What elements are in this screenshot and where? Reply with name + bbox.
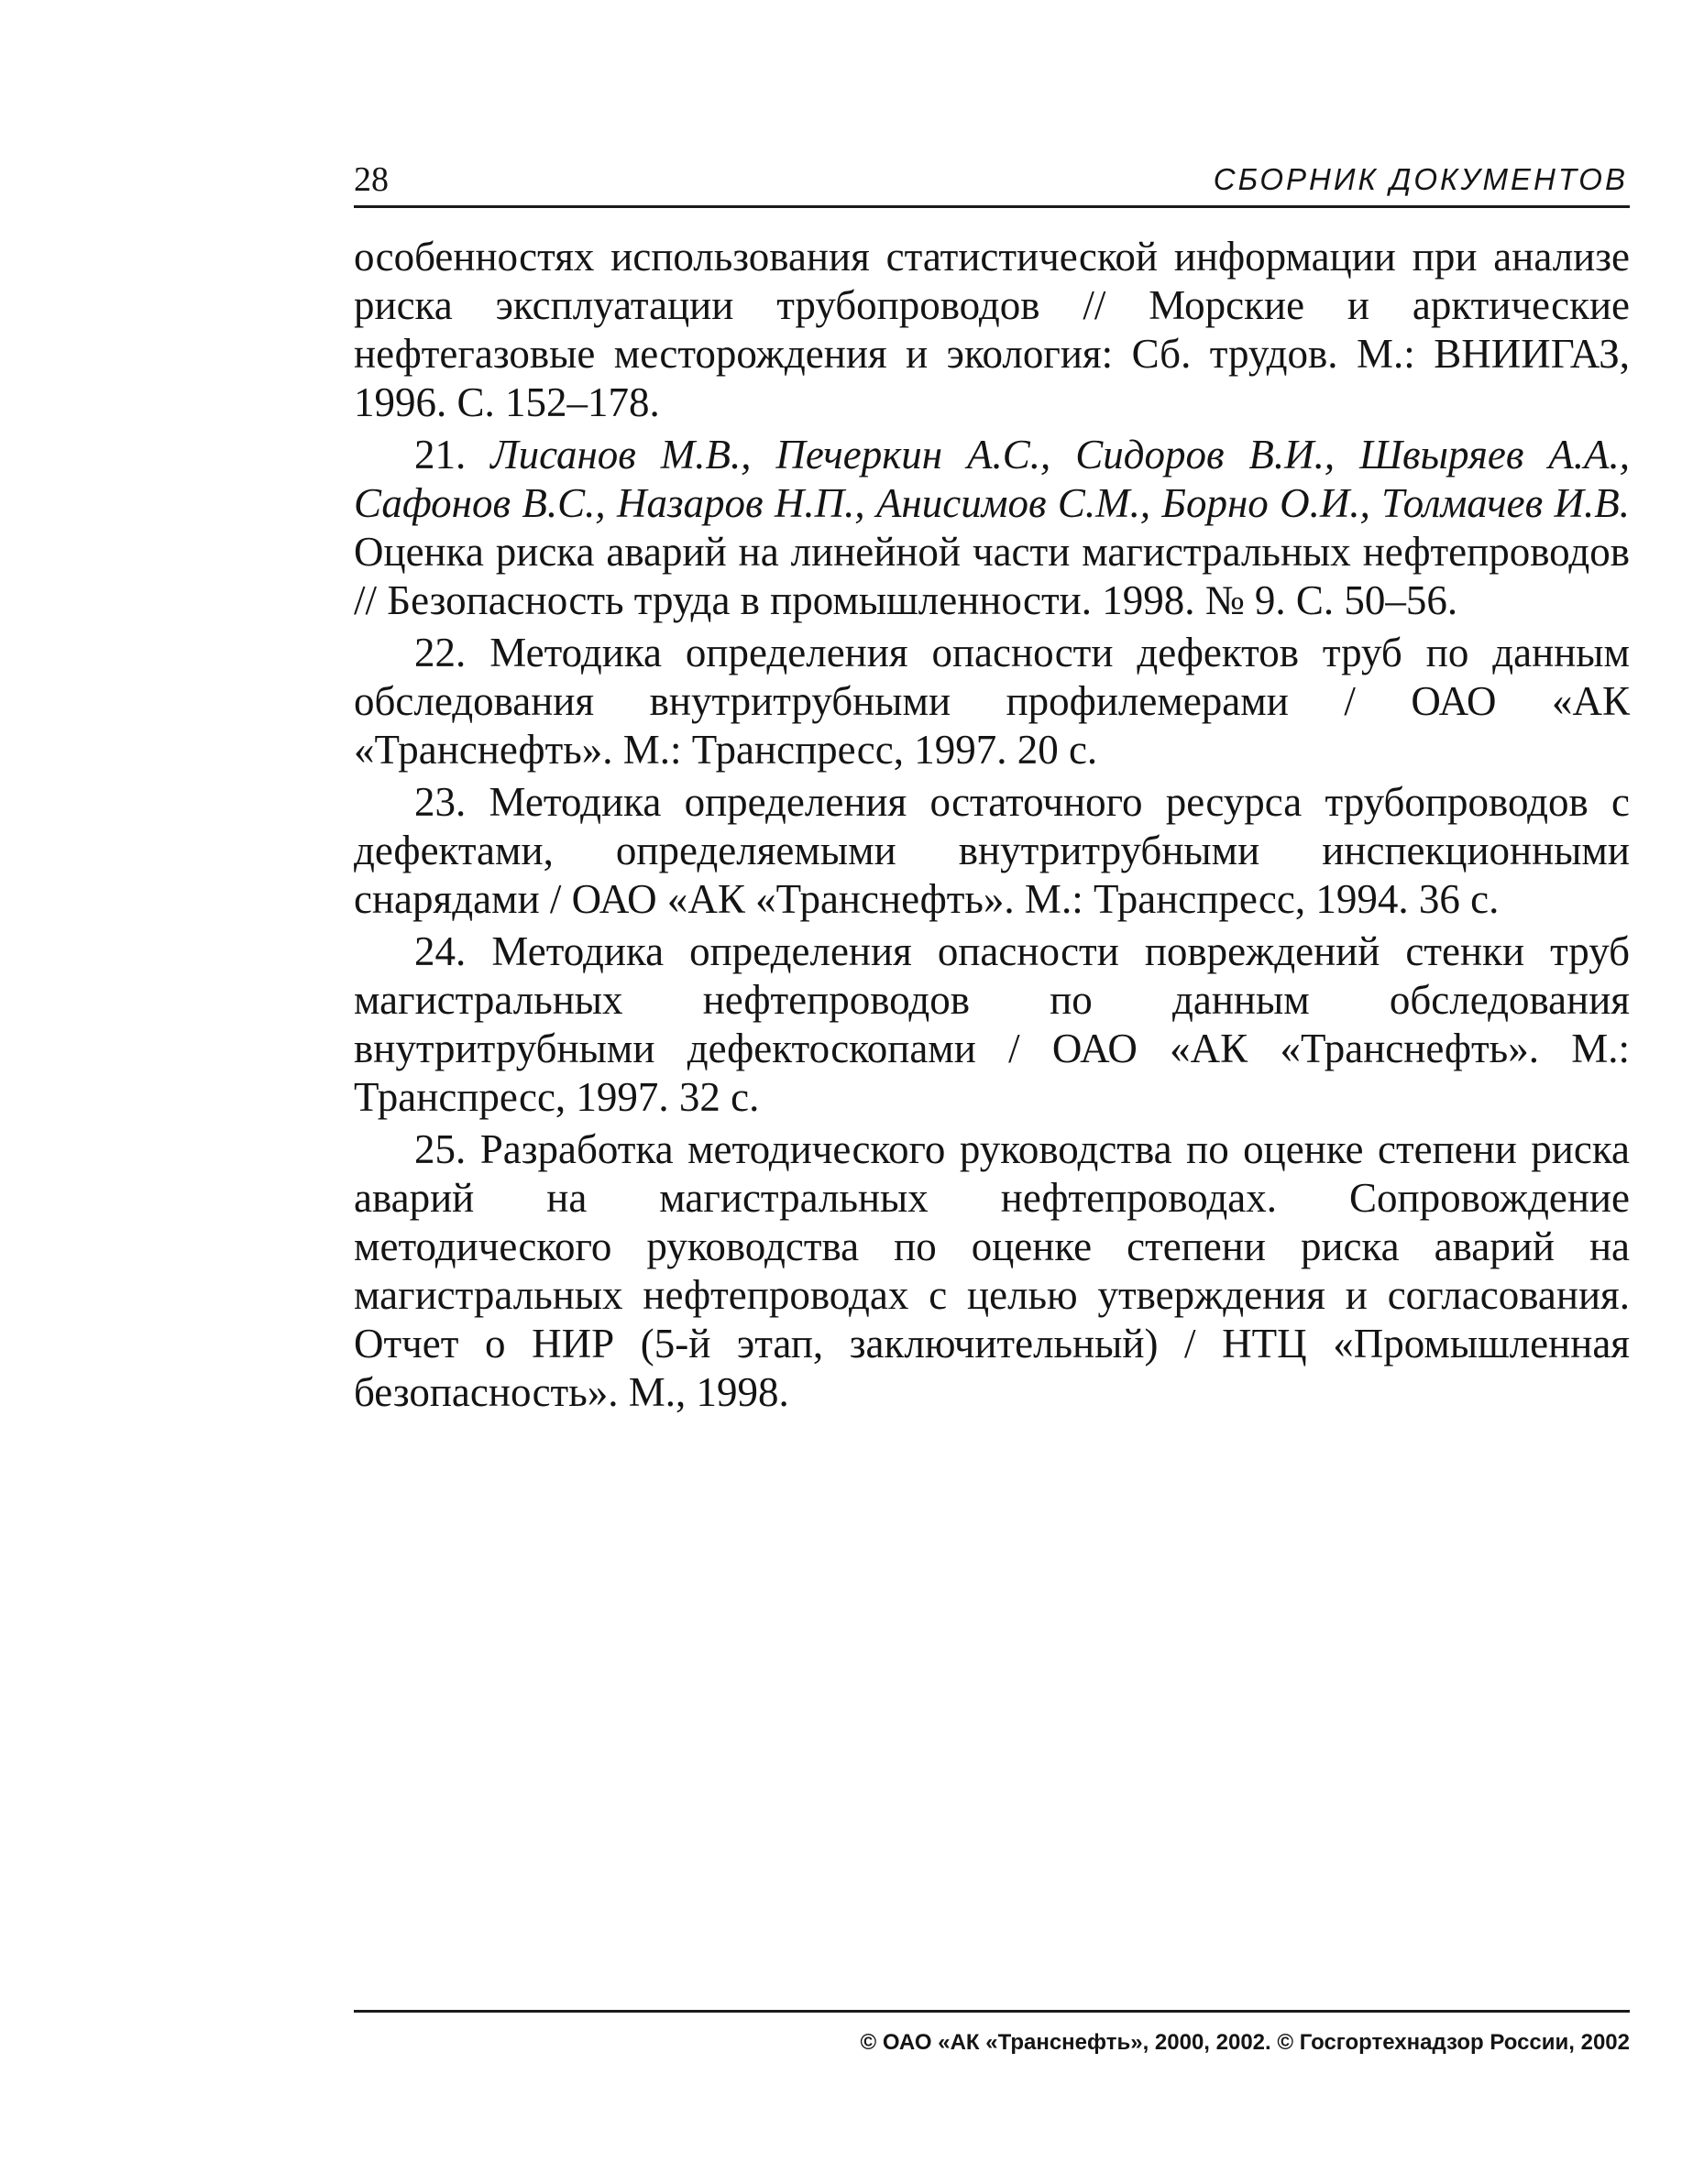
reference-continuation: особенностях использования статистической информации при анализе риска эксплуатации трубопроводов // Морские и арктические нефтегазовые месторождения и экология: Сб. трудов. М.: ВНИИГАЗ, 1996. С. 152–178. — [354, 234, 1630, 425]
reference-item-23 — [354, 778, 1630, 924]
reference-number: 22. — [414, 630, 467, 675]
running-title: СБОРНИК ДОКУМЕНТОВ — [1213, 162, 1628, 196]
reference-item-21 — [354, 431, 1630, 625]
reference-number: 24. — [414, 928, 467, 974]
reference-number: 25. — [414, 1126, 467, 1172]
reference-item-24 — [354, 927, 1630, 1122]
page-header — [354, 158, 1628, 203]
reference-item-25 — [354, 1125, 1630, 1417]
reference-text: Оценка риска аварий на линейной части магистральных нефтепроводов // Безопасность труда в промышленности. 1998. № 9. С. 50–56. — [354, 529, 1630, 623]
references-body — [354, 233, 1630, 1421]
reference-authors: Лисанов М.В., Печеркин А.С., Сидоров В.И., Швыряев А.А., Сафонов В.С., Назаров Н.П., Анисимов С.М., Борно О.И., Толмачев И.В. — [354, 432, 1631, 526]
reference-text: Методика определения опасности повреждений стенки труб магистральных нефтепроводов по данным обследования внутритрубными дефектоскопами / ОАО «АК «Транснефть». М.: Транспресс, 1997. 32 с. — [354, 928, 1631, 1120]
reference-number: 21. — [414, 432, 467, 477]
reference-text: Методика определения опасности дефектов труб по данным обследования внутритрубными профилемерами / ОАО «АК «Транснефть». М.: Транспресс, 1997. 20 с. — [354, 630, 1631, 773]
copyright-notice: © ОАО «АК «Транснефть», 2000, 2002. © Госгортехнадзор России, 2002 — [860, 2030, 1630, 2055]
reference-item-22 — [354, 629, 1630, 774]
reference-text: Разработка методического руководства по оценке степени риска аварий на магистральных нефтепроводах. Сопровождение методического руководства по оценке степени риска аварий на магистральных нефтепроводах с целью утверждения и согласования. Отчет о НИР (5-й этап, заключительный) / НТЦ «Промышленная безопасность». М., 1998. — [354, 1126, 1631, 1415]
reference-number: 23. — [414, 779, 467, 825]
footer-rule — [354, 2010, 1630, 2013]
reference-text: Методика определения остаточного ресурса трубопроводов с дефектами, определяемыми внутритрубными инспекционными снарядами / ОАО «АК «Транснефть». М.: Транспресс, 1994. 36 с. — [354, 779, 1631, 922]
header-rule — [354, 205, 1630, 208]
page-number: 28 — [354, 160, 389, 199]
